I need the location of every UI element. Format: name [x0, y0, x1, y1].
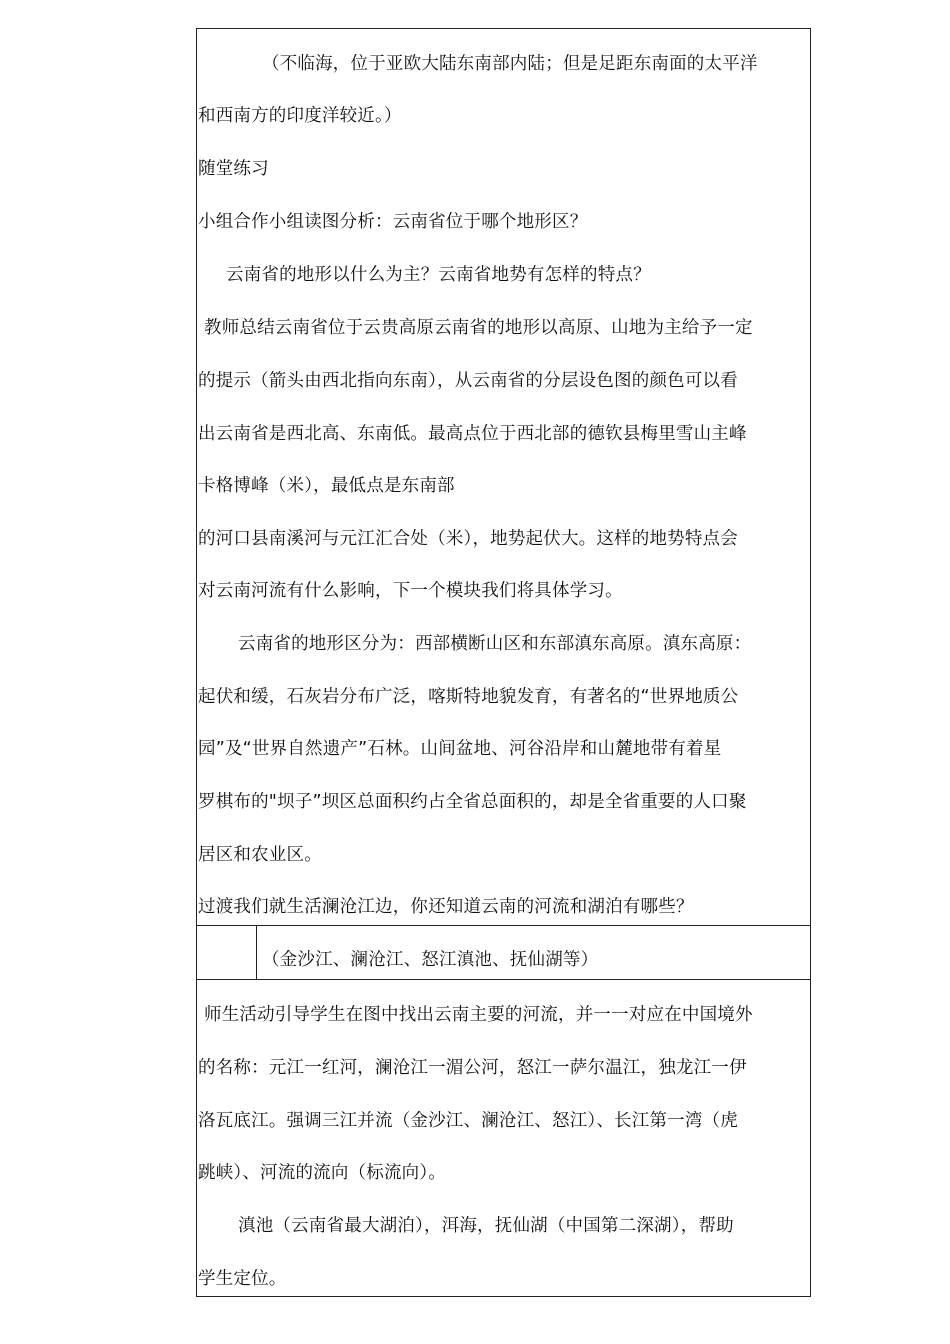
paragraph-line: 卡格博峰（米），最低点是东南部: [198, 476, 455, 496]
paragraph-line: 出云南省是西北高、东南低。最高点位于西北部的德钦县梅里雪山主峰: [198, 424, 747, 444]
paragraph-line: 云南省的地形区分为：西部横断山区和东部滇东高原。滇东高原：: [238, 634, 752, 654]
paragraph-line: （不临海，位于亚欧大陆东南部内陆；但是足距东南面的太平洋: [262, 54, 758, 74]
paragraph-line: 对云南河流有什么影响，下一个模块我们将具体学习。: [198, 581, 623, 601]
paragraph-line: 云南省的地形以什么为主？云南省地势有怎样的特点？: [226, 265, 651, 285]
paragraph-line: 的河口县南溪河与元江汇合处（米），地势起伏大。这样的地势特点会: [198, 529, 738, 549]
paragraph-line: 教师总结云南省位于云贵高原云南省的地形以高原、山地为主给予一定: [204, 318, 753, 338]
paragraph-line: 过渡我们就生活澜沧江边，你还知道云南的河流和湖泊有哪些？: [198, 897, 694, 917]
paragraph-line: 和西南方的印度洋较近。）: [198, 106, 402, 126]
paragraph-line: 师生活动引导学生在图中找出云南主要的河流，并一一对应在中国境外: [204, 1005, 753, 1025]
paragraph-line: 跳峡）、河流的流向（标流向）。: [198, 1163, 446, 1183]
paragraph-line: 居区和农业区。: [198, 845, 322, 865]
paragraph-line: 小组合作小组读图分析：云南省位于哪个地形区？: [198, 212, 588, 232]
paragraph-line: 学生定位。: [198, 1269, 287, 1289]
paragraph-line: 的名称：元江一红河，澜沧江一湄公河，怒江一萨尔温江，独龙江一伊: [198, 1058, 747, 1078]
paragraph-line: 园”及“世界自然遗产”石林。山间盆地、河谷沿岸和山麓地带有着星: [198, 739, 722, 759]
paragraph-line: 起伏和缓，石灰岩分布广泛，喀斯特地貌发育，有著名的“世界地质公: [198, 687, 739, 707]
paragraph-line: 罗棋布的"坝子”坝区总面积约占全省总面积的，却是全省重要的人口聚: [198, 792, 747, 812]
text-block-bottom: [196, 979, 811, 1297]
section-heading: 随堂练习: [198, 159, 269, 179]
paragraph-line: 的提示（箭头由西北指向东南），从云南省的分层设色图的颜色可以看: [198, 371, 738, 391]
cell-divider: [256, 926, 257, 979]
paragraph-line: 洛瓦底江。强调三江并流（金沙江、澜沧江、怒江）、长江第一湾（虎: [198, 1111, 738, 1131]
answer-text: （金沙江、澜沧江、怒江滇池、抚仙湖等）: [262, 950, 599, 970]
paragraph-line: 滇池（云南省最大湖泊），洱海，抚仙湖（中国第二深湖），帮助: [238, 1216, 734, 1236]
